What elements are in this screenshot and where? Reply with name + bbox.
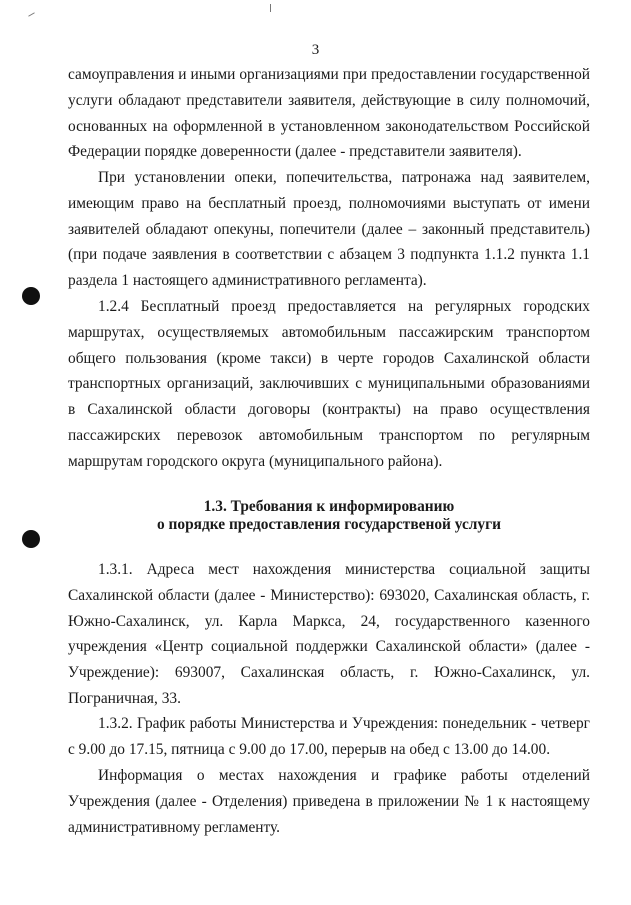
paragraph-addresses: 1.3.1. Адреса мест нахождения министерства социальной защиты Сахалинской области (далее - Министерство): 693020, Сахалинская область, г. Южно-Сахалинск, ул. Карла Маркса, 24, государственного казенного учреждения «Центр социальной поддержки Сахалинской области» (далее - Учреждение): 693007, Сахалинская область, г. Южно-Сахалинск, ул. Пограничная, 33. [68,561,590,707]
paragraph-branches-info: Информация о местах нахождения и графике работы отделений Учреждения (далее - Отделения) приведена в приложении № 1 к настоящему административному регламенту. [68,767,590,836]
punch-hole-mark [22,287,40,305]
section-heading [68,498,590,534]
section-heading-line-1: 1.3. Требования к информированию [203,498,455,515]
scan-speck [28,12,35,16]
paragraph-free-travel: 1.2.4 Бесплатный проезд предоставляется на регулярных городских маршрутах, осуществляемых автомобильным пассажирским транспортом общего пользования (кроме такси) в черте городов Сахалинской области транспортных организаций, заключивших с муниципальными образованиями в Сахалинской области договоры (контракты) на право осуществления пассажирских перевозок автомобильным транспортом по регулярным маршрутам городского округа (муниципального района). [68,298,590,470]
paragraph-representatives: самоуправления и иными организациями при предоставлении государственной услуги обладают представители заявителя, действующие в силу полномочий, основанных на оформленной в установленном законодательством Российской Федерации порядке доверенности (далее - представители заявителя). [68,66,590,161]
section-heading-line-2: о порядке предоставления государственой услуги [157,516,501,533]
page-number: 3 [311,42,320,58]
punch-hole-mark [22,530,40,548]
scan-speck [270,4,271,12]
paragraph-guardianship: При установлении опеки, попечительства, патронажа над заявителем, имеющим право на бесплатный проезд, полномочиями выступать от имени заявителей обладают опекуны, попечители (далее – законный представитель) (при подаче заявления в соответствии с абзацем 3 подпункта 1.1.2 пункта 1.1 раздела 1 настоящего административного регламента). [68,169,590,290]
paragraph-schedule: 1.3.2. График работы Министерства и Учреждения: понедельник - четверг с 9.00 до 17.15, пятница с 9.00 до 17.00, перерыв на обед с 13.00 до 14.00. [68,715,590,758]
